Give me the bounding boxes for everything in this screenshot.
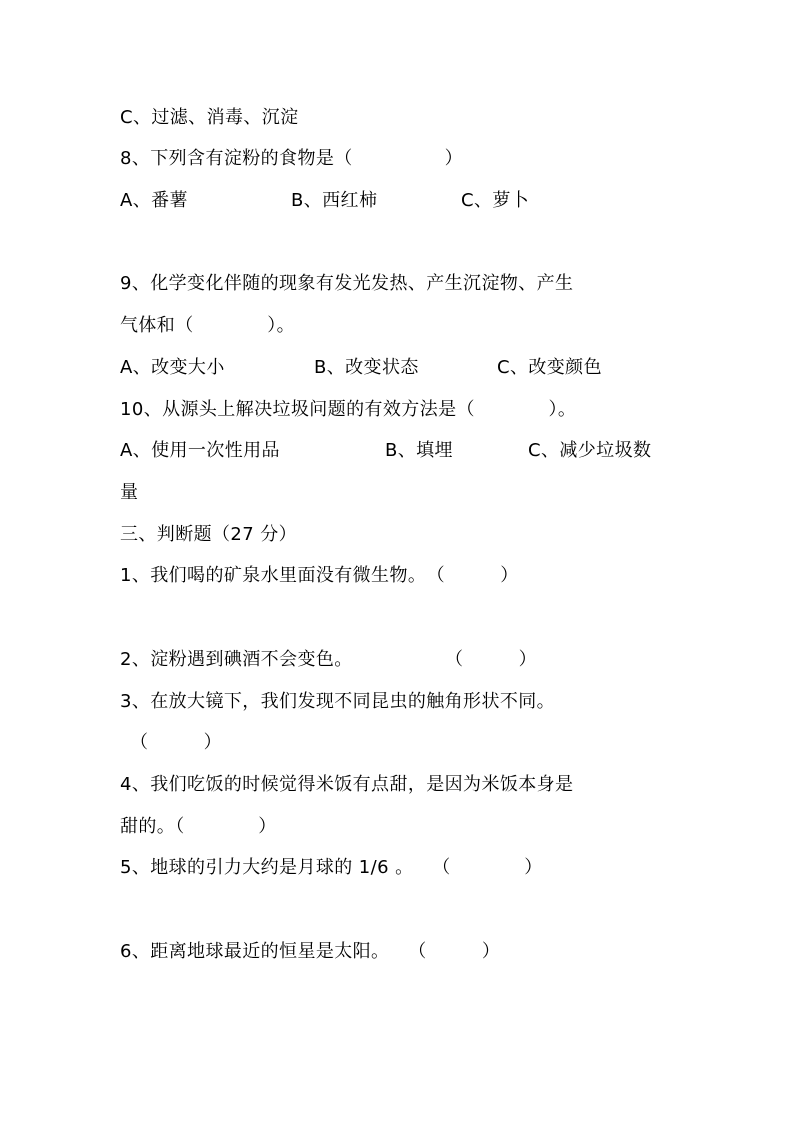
judgment-6: 6、距离地球最近的恒星是太阳。 （ ） xyxy=(120,941,501,962)
q10-stem: 10、从源头上解决垃圾问题的有效方法是（ ）。 xyxy=(120,399,577,420)
q10-option-a: A、使用一次性用品 xyxy=(120,440,280,461)
q10-option-b: B、填埋 xyxy=(385,440,453,461)
judgment-1: 1、我们喝的矿泉水里面没有微生物。 （ ） xyxy=(120,565,519,586)
q8-option-b: B、西红柿 xyxy=(291,190,378,211)
q10-option-c-wrap: 量 xyxy=(120,482,139,503)
judgment-2: 2、淀粉遇到碘酒不会变色。 （ ） xyxy=(120,649,538,670)
q8-stem: 8、下列含有淀粉的食物是（ ） xyxy=(120,148,464,169)
judgment-3-line2: （ ） xyxy=(130,732,222,753)
q9-stem-line1: 9、化学变化伴随的现象有发光发热、产生沉淀物、产生 xyxy=(120,273,574,294)
q9-option-b: B、改变状态 xyxy=(314,357,419,378)
q9-stem-line2: 气体和（ ）。 xyxy=(120,315,295,336)
judgment-4-line2: 甜的。（ ） xyxy=(120,816,277,837)
q9-option-a: A、改变大小 xyxy=(120,357,225,378)
q10-option-c: C、减少垃圾数 xyxy=(528,440,652,461)
judgment-5: 5、地球的引力大约是月球的 1/6 。 （ ） xyxy=(120,857,543,878)
q8-option-c: C、萝卜 xyxy=(461,190,530,211)
judgment-3-line1: 3、在放大镜下，我们发现不同昆虫的触角形状不同。 xyxy=(120,691,556,712)
judgment-4-line1: 4、我们吃饭的时候觉得米饭有点甜，是因为米饭本身是 xyxy=(120,774,574,795)
q9-option-c: C、改变颜色 xyxy=(497,357,602,378)
q8-option-a: A、番薯 xyxy=(120,190,188,211)
section-title: 三、判断题（27 分） xyxy=(120,524,298,545)
q7-option-c: C、过滤、消毒、沉淀 xyxy=(120,107,299,128)
